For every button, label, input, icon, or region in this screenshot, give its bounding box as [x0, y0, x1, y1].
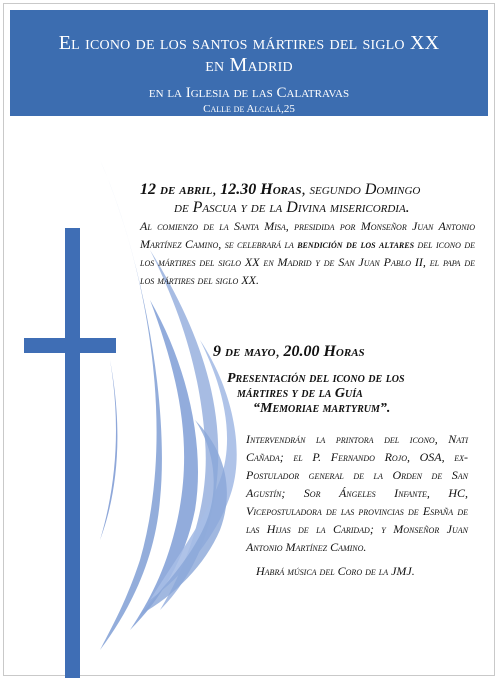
event2-time: 20.00 Horas — [283, 343, 365, 360]
event1-paragraph — [140, 217, 475, 289]
participants-paragraph: Intervendrán la printora del icono, Nati Cañada; el P. Fernando Rojo, OSA, ex-Postulador general de la Orden de San Agustín; Sor Ángeles Infante, HC, Vicepostuladora de las provincias de España de las Hijas de la Caridad; y Monseñor Juan Antonio Martínez Camino. — [246, 432, 468, 554]
event1-text-b: del icono de los mártires del siglo XX en Madrid y de San Juan Pablo II, el papa de los mártires del siglo XX. — [140, 237, 475, 287]
event1-text-bold: bendición de los altares — [297, 237, 415, 251]
event1-time: 12.30 Horas — [220, 181, 302, 198]
pres-line-2: mártires y de la Guía — [237, 386, 363, 401]
title-line-2: en Madrid — [205, 54, 293, 76]
event1-desc-2: de Pascua y de la Divina misericordia. — [174, 199, 410, 216]
title-line-1: El icono de los santos mártires del siglo XX — [58, 32, 440, 54]
cross-vertical — [65, 228, 80, 678]
cross-horizontal — [24, 338, 116, 353]
pres-line-1: Presentación del icono de los — [227, 371, 405, 386]
event1-date: 12 de abril — [140, 181, 213, 198]
event1-desc-1: , segundo Domingo — [301, 181, 421, 198]
presentation-heading — [227, 371, 467, 416]
page-title — [10, 32, 488, 76]
church-name: en la Iglesia de las Calatravas — [148, 85, 350, 101]
event1-heading: 12 de abril, 12.30 Horas, segundo Domingo de Pascua y de la Divina misericordia. — [140, 181, 480, 217]
music-note: Habrá música del Coro de la JMJ. — [256, 564, 415, 578]
event2-date: 9 de mayo — [213, 343, 276, 360]
pres-line-3: “Memoriae martyrum”. — [253, 401, 391, 416]
address: Calle de Alcalá,25 — [203, 103, 295, 115]
event2-heading: 9 de mayo, 20.00 Horas — [213, 343, 365, 360]
event1-text-a: Al comienzo de la Santa Misa, presidida por Monseñor Juan Antonio Martínez Camino, se celebrará la — [140, 219, 475, 251]
title-banner — [10, 10, 488, 116]
flame-shape — [100, 360, 117, 540]
